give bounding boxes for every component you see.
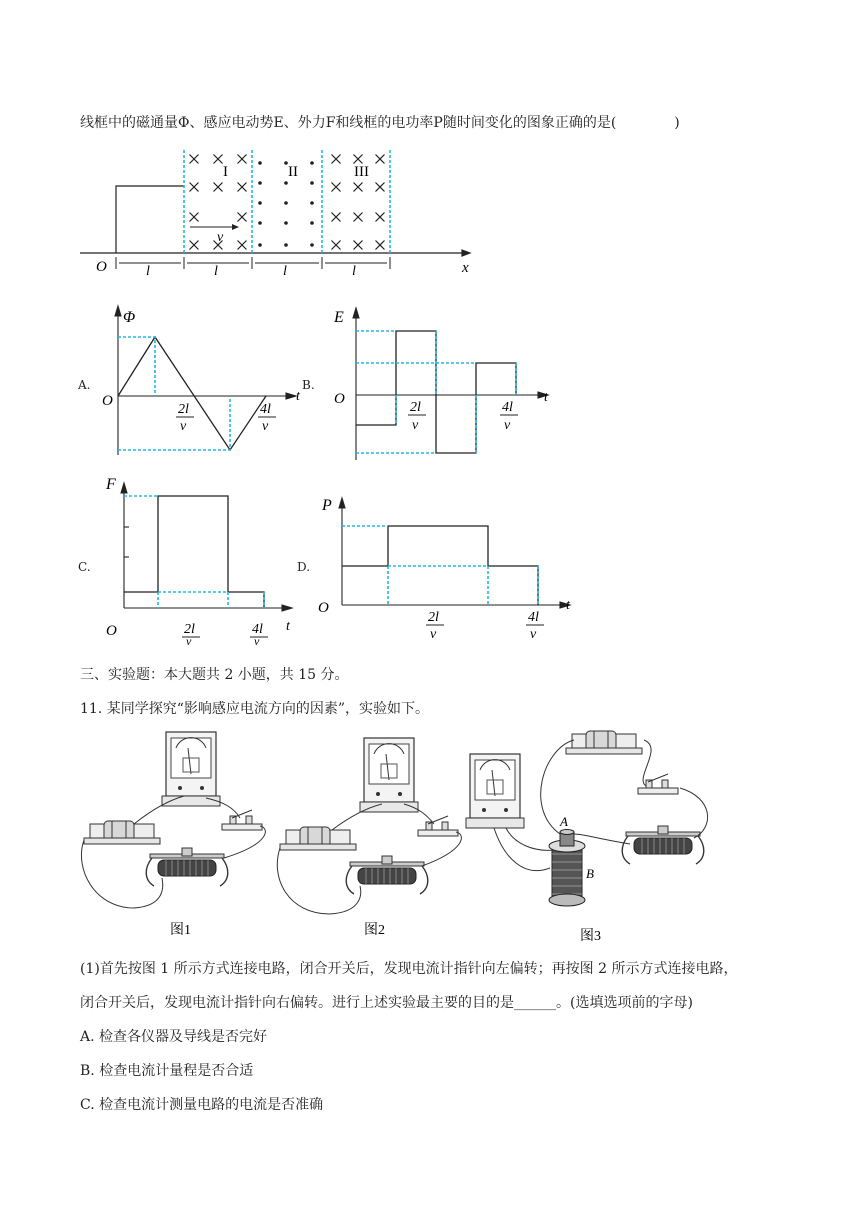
question-stem <box>80 112 680 132</box>
dimension-markers <box>116 257 390 269</box>
option-b-denom1: v <box>412 418 419 433</box>
region-iii-label: III <box>354 164 369 180</box>
option-c-taxis: t <box>286 619 290 634</box>
field-dot <box>310 201 314 205</box>
segment-label-3: l <box>283 264 287 279</box>
option-b-letter: B. <box>302 378 315 392</box>
segment-label-1: l <box>146 264 150 279</box>
option-c-letter: C. <box>78 560 91 574</box>
option-d-tick1: 2l <box>428 610 439 625</box>
velocity-label: v <box>217 230 224 245</box>
sub1-line1: (1)首先按图 1 所示方式连接电路，闭合开关后，发现电流计指针向左偏转；再按图 2 所示方式连接电路， <box>80 961 738 977</box>
region-i-label: I <box>223 164 228 180</box>
option-b-graph <box>330 300 560 460</box>
x-axis-arrow <box>462 250 470 256</box>
option-d-denom1: v <box>430 627 437 640</box>
option-d-letter: D. <box>297 560 311 574</box>
option-c-ylabel: F <box>106 476 116 493</box>
field-dot <box>258 201 262 205</box>
option-d-ylabel: P <box>322 497 332 514</box>
field-dot <box>284 201 288 205</box>
option-c-tick1: 2l <box>184 622 195 637</box>
origin-label: O <box>96 259 107 275</box>
stem-text: 线框中的磁通量Φ、感应电动势E、外力F和线框的电功率P随时间变化的图象正确的是( <box>80 115 617 131</box>
option-a-denom1: v <box>180 419 187 434</box>
option-b-origin: O <box>334 391 345 407</box>
choice-b: B. 检查电流计量程是否合适 <box>80 1063 254 1079</box>
x-axis-label: x <box>462 260 469 276</box>
figure-2-apparatus <box>277 738 461 914</box>
option-a-letter: A. <box>78 378 91 392</box>
figure-1-caption: 图1 <box>170 923 191 938</box>
field-dot <box>310 221 314 225</box>
stem-close: ) <box>674 115 680 131</box>
field-dot <box>258 243 262 247</box>
region-ii-label: II <box>288 164 298 180</box>
field-dot <box>310 243 314 247</box>
segment-label-4: l <box>352 264 356 279</box>
option-a-ylabel: Φ <box>123 309 136 326</box>
option-a-origin: O <box>102 393 113 409</box>
coil-b-label: B <box>586 866 594 881</box>
section-heading: 三、实验题：本大题共 2 小题，共 15 分。 <box>80 667 349 683</box>
option-a-denom2: v <box>262 419 269 434</box>
option-c-origin: O <box>106 623 117 639</box>
figure-2-caption: 图2 <box>364 923 385 938</box>
segment-label-2: l <box>214 264 218 279</box>
choice-c: C. 检查电流计测量电路的电流是否准确 <box>80 1097 324 1113</box>
field-dot <box>258 181 262 185</box>
option-d-tick2: 4l <box>528 610 539 625</box>
option-b-denom2: v <box>504 418 511 433</box>
option-a-taxis: t <box>296 389 300 404</box>
option-b-tick1: 2l <box>410 400 421 415</box>
field-dot <box>258 221 262 225</box>
field-dot <box>284 221 288 225</box>
option-c-denom2: v <box>254 634 260 645</box>
choice-a: A. 检查各仪器及导线是否完好 <box>80 1029 268 1045</box>
coil-a-label: A <box>560 814 568 829</box>
option-c-graph <box>100 475 310 645</box>
field-dot <box>310 181 314 185</box>
option-c-denom1: v <box>186 634 192 645</box>
question-11: 11. 某同学探究“影响感应电流方向的因素”，实验如下。 <box>80 701 430 717</box>
option-a-tick2: 4l <box>260 402 271 417</box>
option-d-graph <box>316 490 576 640</box>
sub1-line2: 闭合开关后，发现电流计指针向右偏转。进行上述实验最主要的目的是______。(选填选项前的字母) <box>80 995 693 1011</box>
experiment-figures <box>74 728 724 943</box>
field-dot <box>284 181 288 185</box>
option-d-origin: O <box>318 600 329 616</box>
figure-1-apparatus <box>81 732 265 908</box>
field-dot <box>284 243 288 247</box>
option-d-denom2: v <box>530 627 537 640</box>
option-c-tick2: 4l <box>252 622 263 637</box>
wire-frame <box>116 186 184 253</box>
field-dot <box>310 161 314 165</box>
option-b-ylabel: E <box>334 309 344 326</box>
option-b-tick2: 4l <box>502 400 513 415</box>
option-d-taxis: t <box>566 598 570 613</box>
option-a-tick1: 2l <box>178 402 189 417</box>
option-b-taxis: t <box>544 390 548 405</box>
figure-3-caption: 图3 <box>580 929 601 943</box>
field-dot <box>258 161 262 165</box>
magnetic-field-figure <box>80 145 480 280</box>
option-a-graph <box>100 300 310 460</box>
region-ii-dots <box>258 161 314 247</box>
